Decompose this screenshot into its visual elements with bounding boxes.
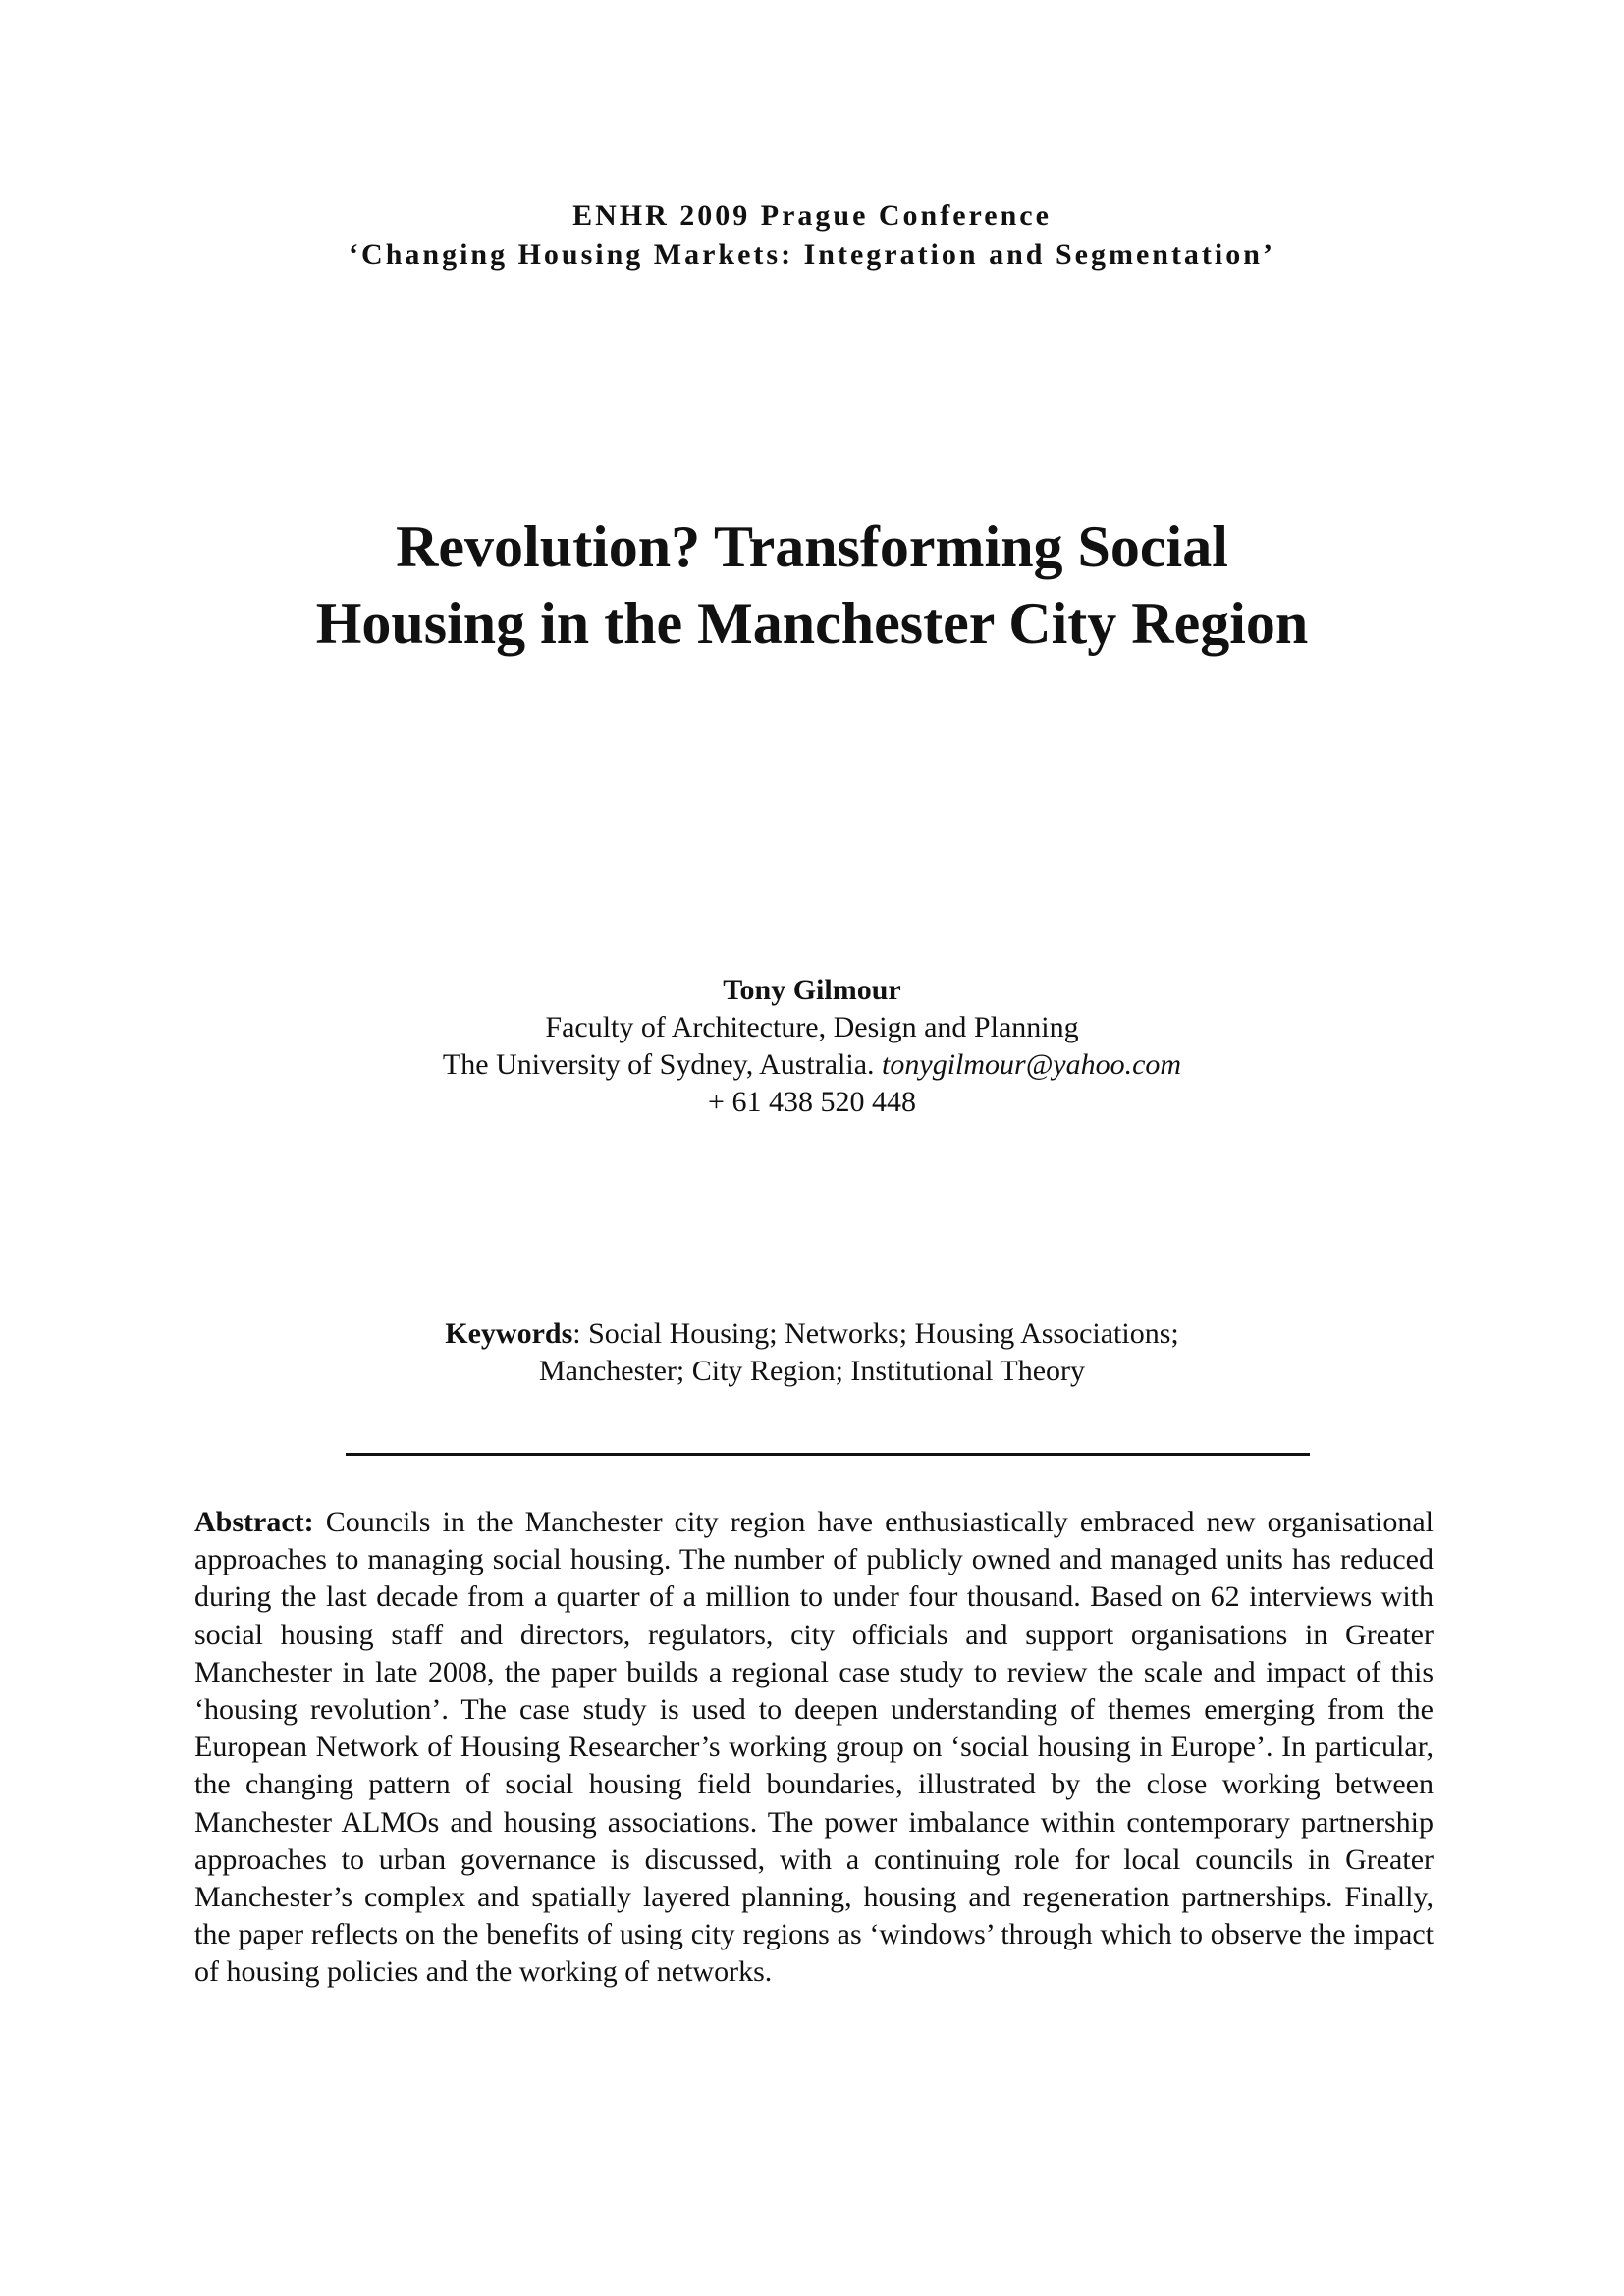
paper-title <box>0 508 1624 662</box>
abstract-label: Abstract: <box>194 1506 314 1538</box>
keywords-list-1: : Social Housing; Networks; Housing Associations; <box>572 1317 1179 1350</box>
conference-header <box>0 196 1624 275</box>
paper-title-line-2: Housing in the Manchester City Region <box>315 591 1309 656</box>
keywords-block <box>0 1315 1624 1390</box>
university-name: The University of Sydney, Australia. <box>442 1048 875 1081</box>
author-email[interactable]: tonygilmour@yahoo.com <box>882 1048 1182 1081</box>
paper-title-line-1: Revolution? Transforming Social <box>396 514 1228 579</box>
author-affiliation-faculty: Faculty of Architecture, Design and Planning <box>545 1011 1079 1043</box>
abstract-text: Councils in the Manchester city region have enthusiastically embraced new organisational approaches to managing social housing. The number of publicly owned and managed units has reduced during the last decade from a quarter of a million to under four thousand. Based on 62 interviews with social housing staff and directors, regulators, city officials and support organisations in Greater Manchester in late 2008, the paper builds a regional case study to review the scale and impact of this ‘housing revolution’. The case study is used to deepen understanding of themes emerging from the European Network of Housing Researcher’s working group on ‘social housing in Europe’. In particular, the changing pattern of social housing field boundaries, illustrated by the close working between Manchester ALMOs and housing associations. The power imbalance within contemporary partnership approaches to urban governance is discussed, with a continuing role for local councils in Greater Manchester’s complex and spatially layered planning, housing and regeneration partnerships. Finally, the paper reflects on the benefits of using city regions as ‘windows’ through which to observe the impact of housing policies and the working of networks. <box>194 1506 1435 1989</box>
author-affiliation-university <box>0 1046 1624 1084</box>
keywords-line-2: Manchester; City Region; Institutional Theory <box>538 1355 1086 1387</box>
keywords-label: Keywords <box>445 1317 573 1350</box>
author-name: Tony Gilmour <box>723 974 901 1006</box>
author-phone: + 61 438 520 448 <box>708 1086 916 1118</box>
keywords-line-1 <box>0 1315 1624 1353</box>
conference-name: ENHR 2009 Prague Conference <box>572 199 1052 232</box>
section-divider <box>346 1453 1310 1456</box>
abstract-paragraph <box>194 1504 1434 1992</box>
author-block <box>0 972 1624 1121</box>
conference-theme: ‘Changing Housing Markets: Integration and Segmentation’ <box>349 239 1275 271</box>
